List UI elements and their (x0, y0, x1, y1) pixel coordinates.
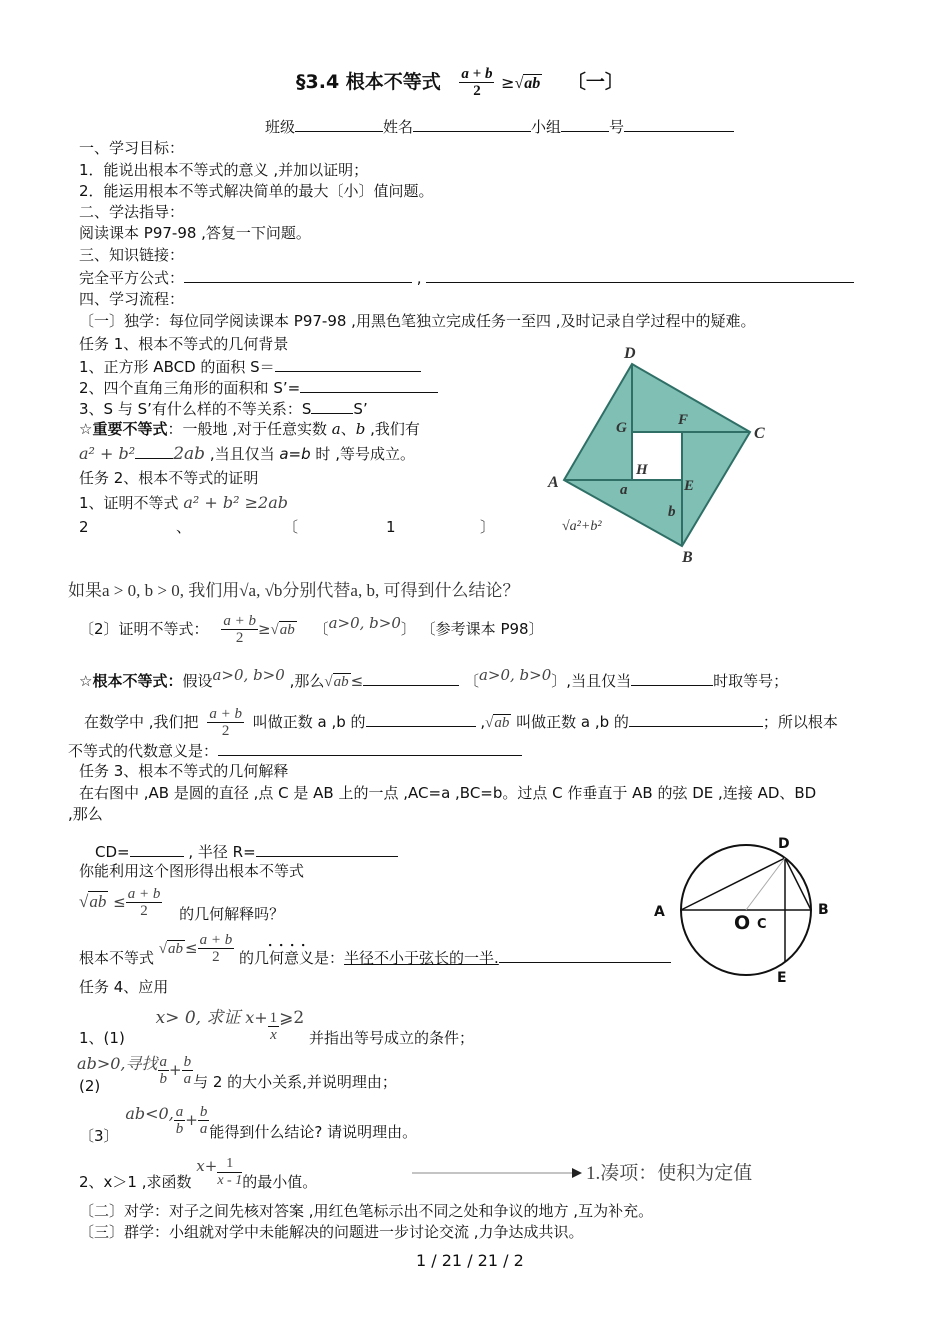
task3-meaning-le: ≤ (185, 939, 198, 957)
task4-q4-frac (217, 1156, 242, 1189)
task1-q3-tail: S’ (353, 400, 368, 418)
sec3-heading: 三、知识链接： (79, 246, 185, 264)
task1-q2-blank[interactable] (300, 378, 438, 393)
task3-meaning-sqrt: √ab (158, 941, 184, 957)
task4-q2-frac1 (158, 1054, 170, 1087)
task3-frac (126, 886, 163, 919)
task2-q2b-close: 〕 (400, 620, 416, 638)
pair-study: 〔二〕对学：对子之间先核对答案 ,用红色笔标示出不同之处和争议的地方 ,互为补充。 (79, 1202, 654, 1220)
task4-q3-frac2 (198, 1104, 210, 1137)
task2-q2b-den: 2 (235, 630, 244, 646)
task3-den: 2 (140, 903, 148, 919)
sec3-formula-line (79, 268, 854, 287)
task2-q1 (79, 490, 288, 516)
math-tail: ；所以根本 (762, 713, 838, 731)
task3-text2: ,那么 (68, 805, 103, 823)
task2-q2b-sqrt: √ab (270, 622, 295, 638)
key-bold: 重要不等式 (92, 420, 168, 438)
label-H: H (636, 462, 648, 478)
task4-q1-frac (268, 1010, 280, 1043)
basic-cond: a>0, b>0 (212, 666, 285, 684)
task4-hint: 1.凑项：使积为定值 (586, 1163, 753, 1184)
math-sqrt: √ab (485, 715, 510, 731)
task3-geo: 的几何解释吗？ (179, 905, 285, 923)
task4-q3-f2d: a (199, 1121, 208, 1137)
task4-q1-frac-den: x (270, 1027, 277, 1043)
key-tail-post: 时 ,等号成立。 (310, 445, 415, 463)
label-F: F (678, 412, 689, 428)
task4-q2-f2d: a (183, 1071, 192, 1087)
task2-q2-close: 〕 (480, 518, 496, 536)
key-b: b (355, 420, 366, 438)
basic-blank-1[interactable] (363, 671, 459, 686)
task2-q2b-ge: ≥ (257, 620, 271, 638)
task3-meaning-answer: 半径不小于弦长的一半. (344, 949, 499, 967)
task3-radius-blank[interactable] (256, 842, 398, 857)
math-line2 (68, 741, 522, 760)
formula-blank-1[interactable] (184, 268, 412, 283)
task4-q1-label: 1、(1) (79, 1029, 125, 1047)
sec2-text: 阅读课本 P97-98 ,答复一下问题。 (79, 224, 311, 242)
task4-q4-x: x+ (196, 1157, 218, 1175)
label-E: E (684, 478, 695, 494)
label-G: G (616, 420, 627, 436)
task2-q2b-frac (221, 613, 258, 646)
math-blank-1[interactable] (366, 712, 476, 727)
basic-cond2: a>0, b>0 (478, 666, 552, 684)
title-frac-num: a + b (461, 66, 493, 82)
task3-radius: , 半径 R= (188, 843, 256, 861)
segment-bd (785, 858, 811, 910)
hint-arrow-head (572, 1168, 582, 1178)
key-expression (79, 440, 415, 468)
math-line2-text: 不等式的代数意义是： (68, 742, 219, 760)
key-inequality (79, 420, 420, 438)
star-icon: ☆ (79, 420, 93, 438)
math-sqrt-content: ab (494, 715, 510, 731)
key-a: a (331, 420, 341, 438)
label-b: b (668, 504, 676, 520)
formula-blank-2[interactable] (426, 268, 854, 283)
task4-q1-x: x+ (245, 1008, 268, 1027)
task1-q3-text: 3、S 与 S’有什么样的不等关系：S (79, 400, 312, 418)
task2-q2-sep: 、 (176, 518, 192, 536)
task1-q2-text: 2、四个直角三角形的面积和 S’= (79, 379, 301, 397)
task2-q1-expr: a² + b² ≥2ab (183, 493, 288, 512)
task3-cd-line (95, 842, 398, 861)
basic-bold: 根本不等式： (92, 672, 183, 690)
square-figure (540, 340, 776, 566)
task4-q4-label: 2、x＞1 ,求函数 (79, 1173, 192, 1191)
basic-when: ,当且仅当 (566, 672, 632, 690)
task4-q4-den: x - 1 (217, 1173, 243, 1188)
task4-q3-label: 〔3〕 (79, 1127, 119, 1145)
task3-dots: ．．．． (268, 934, 319, 950)
basic-eq: 时取等号； (713, 672, 789, 690)
task4-q1-ge: ⩾2 (279, 1008, 305, 1028)
self-study-text: 〔一〕独学：每位同学阅读课本 P97-98 ,用黑色笔独立完成任务一至四 ,及时记录自学过程中的疑难。 (79, 312, 756, 330)
task2-q1-text: 1、证明不等式 (79, 494, 179, 512)
key-comma: 、 (340, 420, 356, 438)
class-field[interactable] (295, 117, 383, 132)
task3-num: a + b (127, 886, 161, 902)
task4-q3-frac1 (174, 1104, 186, 1137)
sec1-item1: 1．能说出根本不等式的意义 ,并加以证明； (79, 161, 369, 179)
task4-q2-tail: 与 2 的大小关系,并说明理由； (193, 1073, 397, 1091)
header-info (265, 117, 734, 136)
task2-q2-num: 2 (79, 518, 89, 536)
circle-label-A: A (654, 904, 665, 920)
basic-blank-2[interactable] (631, 671, 713, 686)
task2-q2-mid: 1 (386, 518, 396, 536)
task3-meaning-pre: 根本不等式 (79, 949, 155, 967)
title-sqrt: √ab (514, 75, 541, 92)
task3-meaning-blank[interactable] (499, 948, 671, 963)
basic-suppose: 假设 (182, 672, 213, 690)
basic-sqrt: √ab (324, 674, 349, 690)
task4-q2-frac2 (182, 1054, 194, 1087)
math-pre: 在数学中 ,我们把 (84, 713, 199, 731)
task3-cd-blank[interactable] (130, 842, 184, 857)
title-frac-den: 2 (473, 83, 481, 99)
task1-q3-blank[interactable] (311, 399, 353, 414)
basic-open: 〔 (463, 672, 479, 690)
label-hyp: √a²+b² (562, 519, 602, 534)
page-title (296, 62, 624, 104)
math-comma: , (480, 713, 486, 731)
task3-meaning-frac (198, 932, 235, 965)
group-study: 〔三〕群学：小组就对学中未能解决的问题进一步讨论交流 ,力争达成共识。 (79, 1223, 584, 1241)
task4-q3-f1n: a (175, 1104, 184, 1120)
basic-close: 〕 (551, 672, 567, 690)
circle-label-B: B (818, 902, 829, 918)
basic-le: ≤ (350, 672, 364, 690)
task3-le: ≤ (113, 893, 126, 911)
task4-q3-plus: + (185, 1111, 198, 1129)
math-frac-den: 2 (221, 723, 230, 739)
task3-meaning-den: 2 (212, 949, 220, 965)
key-blank[interactable] (135, 444, 173, 459)
circle-label-C: C (757, 917, 767, 932)
title-sqrt-content: ab (524, 75, 541, 92)
task1-q1 (79, 357, 421, 376)
task3-can: 你能利用这个图形得出根本不等式 (79, 862, 305, 880)
task3-sqrt: √ab (79, 892, 107, 911)
group-label: 小组 (531, 118, 562, 136)
label-A: A (548, 474, 559, 491)
name-label: 姓名 (383, 118, 414, 136)
sec4-heading: 四、学习流程： (79, 290, 185, 308)
key-tail-eq: a=b (279, 445, 311, 463)
task2-q2b-sqrt-content: ab (279, 622, 295, 638)
task4-q2-label: (2) (79, 1077, 101, 1095)
task4-q1-frac-num: 1 (269, 1010, 278, 1026)
task4-q3-f1d: b (175, 1121, 184, 1137)
task4-q2-plus: + (169, 1061, 182, 1079)
task2-q2b-cond: a>0, b>0 (328, 614, 401, 632)
star-icon-2: ☆ (79, 672, 93, 690)
title-fraction (459, 66, 494, 99)
task2-q2b-open: 〔 (313, 620, 329, 638)
label-B: B (682, 549, 693, 566)
task4-q2-f1n: a (159, 1054, 167, 1070)
task4-q1-expr: x> 0, 求证 (155, 1008, 241, 1028)
sec3-sep: , (416, 269, 422, 287)
title-prefix: §3.4 根本不等式 (296, 71, 441, 93)
radius-od (746, 858, 785, 910)
page-number: 1 / 21 / 21 / 2 (416, 1251, 524, 1270)
key-we: ,我们有 (365, 420, 420, 438)
task3-sqrt-content: ab (89, 892, 107, 911)
task3-heading: 任务 3、根本不等式的几何解释 (79, 762, 289, 780)
task2-q2b-ref: 〔参考课本 P98〕 (420, 620, 544, 638)
task1-q3 (79, 399, 368, 418)
task4-q1-tail: 并指出等号成立的条件； (309, 1029, 475, 1047)
circle-label-O: O (734, 912, 751, 934)
task2-q2b-label: 〔2〕证明不等式： (79, 620, 209, 638)
basic-then: ,那么 (289, 672, 325, 690)
task2-q2b (79, 602, 544, 651)
math-meaning (84, 700, 838, 745)
key-tail-pre: ,当且仅当 (209, 445, 280, 463)
sec2-heading: 二、学法指导： (79, 203, 185, 221)
class-label: 班级 (265, 118, 296, 136)
task3-text1: 在右图中 ,AB 是圆的直径 ,点 C 是 AB 上的一点 ,AC=a ,BC=b。过点 C 作垂直于 AB 的弦 DE ,连接 AD、BD (79, 784, 817, 802)
sec1-item2: 2．能运用根本不等式解决简单的最大〔小〕值问题。 (79, 182, 434, 200)
task4-q4-tail: 的最小值。 (242, 1173, 318, 1191)
task3-cd: CD= (95, 843, 130, 861)
name-field[interactable] (413, 117, 531, 132)
key-expr-left: a² + b² (79, 444, 136, 463)
task4-q2-f1d: b (159, 1071, 167, 1087)
sec1-heading: 一、学习目标： (79, 139, 185, 157)
math-frac (207, 706, 244, 739)
hint-arrow (412, 1166, 584, 1180)
number-field[interactable] (624, 117, 734, 132)
task3-meaning-mid: 的几何意义是： (239, 949, 345, 967)
math-blank-3[interactable] (218, 741, 522, 756)
math-frac-num: a + b (209, 706, 242, 722)
if-line: 如果a > 0, b > 0, 我们用√a, √b分别代替a, b, 可得到什么结论？ (68, 581, 520, 600)
segment-ad (681, 858, 785, 910)
task4-q4-num: 1 (217, 1156, 242, 1173)
title-ge: ≥ (501, 73, 515, 92)
task2-q2b-num: a + b (223, 613, 256, 629)
key-expr-right: 2ab (173, 444, 206, 464)
task2-heading: 任务 2、根本不等式的证明 (79, 469, 259, 487)
task4-q3-expr: ab<0, (125, 1104, 174, 1123)
task3-meaning-sqrt-content: ab (168, 941, 184, 957)
task4-q3-tail: 能得到什么结论? 请说明理由。 (209, 1123, 418, 1141)
task1-q1-blank[interactable] (275, 357, 421, 372)
label-C: C (754, 425, 765, 442)
circle-figure (646, 832, 846, 992)
basic-inequality (79, 658, 788, 699)
math-blank-2[interactable] (629, 712, 763, 727)
math-call1: 叫做正数 a ,b 的 (252, 713, 366, 731)
task1-heading: 任务 1、根本不等式的几何背景 (79, 335, 289, 353)
task4-q3-f2n: b (199, 1104, 208, 1120)
group-field[interactable] (561, 117, 609, 132)
circle-label-D: D (778, 836, 790, 852)
task1-q2 (79, 378, 438, 397)
label-D: D (624, 345, 636, 362)
task4-heading: 任务 4、应用 (79, 978, 169, 996)
task3-meaning-num: a + b (199, 932, 233, 948)
circle-label-E: E (777, 970, 787, 986)
basic-sqrt-content: ab (333, 674, 349, 690)
key-text: ：一般地 ,对于任意实数 (167, 420, 328, 438)
task2-q2-open: 〔 (283, 518, 299, 536)
title-suffix: 〔一〕 (566, 71, 624, 93)
number-label: 号 (609, 118, 625, 136)
sec3-label: 完全平方公式： (79, 269, 185, 287)
task3-meaning (79, 928, 671, 978)
math-call2: 叫做正数 a ,b 的 (516, 713, 629, 731)
task4-q2-expr: ab>0,寻找 (77, 1054, 158, 1073)
task4-q4 (79, 1144, 317, 1204)
label-a: a (620, 482, 628, 498)
task4-q2-f2n: b (183, 1054, 192, 1070)
task1-q1-text: 1、正方形 ABCD 的面积 S＝ (79, 358, 275, 376)
